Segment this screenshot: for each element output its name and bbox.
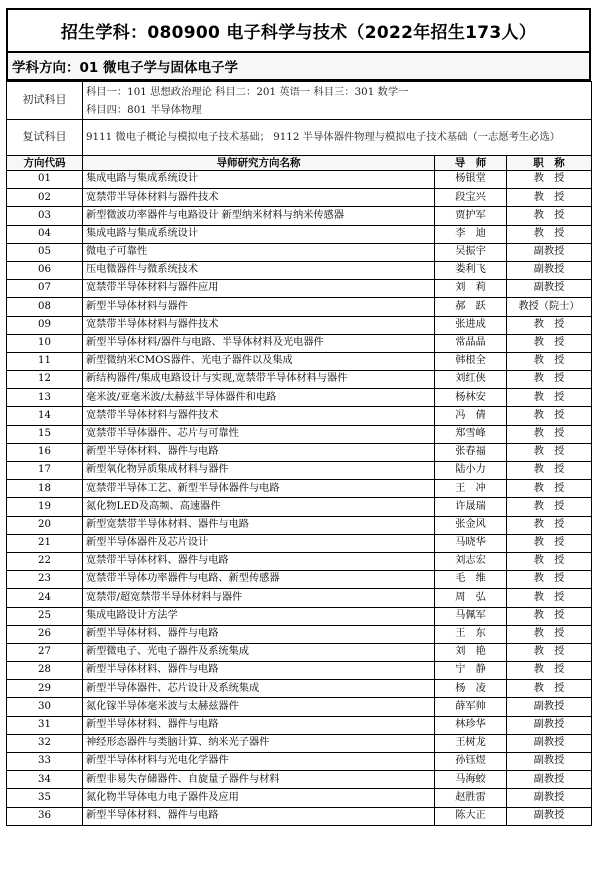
advisor-title: 教 授 — [507, 171, 592, 189]
page-title: 招生学科：080900 电子科学与技术（2022年招生173人） — [6, 8, 591, 53]
advisor-name: 宁 静 — [435, 662, 507, 680]
advisor-title: 教 授 — [507, 662, 592, 680]
research-direction-name: 新型半导体材料、器件与电路 — [83, 625, 435, 643]
advisor-title: 教 授 — [507, 625, 592, 643]
direction-code: 27 — [7, 643, 83, 661]
header-code: 方向代码 — [7, 156, 83, 171]
direction-code: 12 — [7, 371, 83, 389]
table-row — [7, 643, 592, 661]
direction-code: 28 — [7, 662, 83, 680]
advisor-name: 刘 莉 — [435, 280, 507, 298]
research-direction-name: 新型非易失存储器件、自旋量子器件与材料 — [83, 771, 435, 789]
table-row — [7, 207, 592, 225]
direction-code: 07 — [7, 280, 83, 298]
table-row — [7, 389, 592, 407]
advisor-title: 教授（院士） — [507, 298, 592, 316]
research-direction-name: 氮化物LED及高频、高速器件 — [83, 498, 435, 516]
advisor-title: 教 授 — [507, 443, 592, 461]
table-row — [7, 225, 592, 243]
advisor-name: 刘红侠 — [435, 371, 507, 389]
initial-exam-line-2: 科目四：801 半导体物理 — [86, 103, 202, 116]
direction-code: 22 — [7, 552, 83, 570]
table-row — [7, 298, 592, 316]
initial-exam-subjects — [83, 82, 592, 120]
research-direction-name: 新型半导体材料、器件与电路 — [83, 662, 435, 680]
advisor-title: 教 授 — [507, 407, 592, 425]
research-direction-name: 宽禁带/超宽禁带半导体材料与器件 — [83, 589, 435, 607]
advisor-name: 娄利飞 — [435, 261, 507, 279]
research-direction-name: 宽禁带半导体器件、芯片与可靠性 — [83, 425, 435, 443]
table-row — [7, 607, 592, 625]
table-row — [7, 316, 592, 334]
direction-code: 17 — [7, 462, 83, 480]
direction-code: 10 — [7, 334, 83, 352]
advisor-title: 副教授 — [507, 753, 592, 771]
direction-code: 14 — [7, 407, 83, 425]
research-direction-name: 压电微器件与微系统技术 — [83, 261, 435, 279]
research-direction-name: 宽禁带半导体材料、器件与电路 — [83, 552, 435, 570]
direction-code: 18 — [7, 480, 83, 498]
table-row — [7, 534, 592, 552]
table-row — [7, 280, 592, 298]
research-direction-name: 新型半导体材料与器件 — [83, 298, 435, 316]
advisor-title: 副教授 — [507, 243, 592, 261]
table-row — [7, 443, 592, 461]
table-row — [7, 698, 592, 716]
advisor-title: 教 授 — [507, 334, 592, 352]
table-row — [7, 716, 592, 734]
advisor-name: 王 东 — [435, 625, 507, 643]
table-row — [7, 243, 592, 261]
table-row — [7, 352, 592, 370]
initial-exam-label: 初试科目 — [7, 82, 83, 120]
direction-code: 35 — [7, 789, 83, 807]
direction-code: 24 — [7, 589, 83, 607]
research-direction-name: 新型半导体器件及芯片设计 — [83, 534, 435, 552]
table-row — [7, 771, 592, 789]
table-row — [7, 371, 592, 389]
advisor-title: 教 授 — [507, 589, 592, 607]
advisor-name: 郝 跃 — [435, 298, 507, 316]
table-row — [7, 480, 592, 498]
table-row — [7, 261, 592, 279]
advisor-title: 教 授 — [507, 352, 592, 370]
direction-code: 23 — [7, 571, 83, 589]
advisor-title: 教 授 — [507, 480, 592, 498]
research-direction-name: 宽禁带半导体材料与器件技术 — [83, 407, 435, 425]
advisor-title: 教 授 — [507, 389, 592, 407]
table-row — [7, 734, 592, 752]
direction-code: 11 — [7, 352, 83, 370]
advisor-name: 杨 凌 — [435, 680, 507, 698]
advisor-name: 刘志宏 — [435, 552, 507, 570]
advisor-name: 冯 倩 — [435, 407, 507, 425]
advisor-name: 李 迪 — [435, 225, 507, 243]
research-direction-name: 新型半导体材料、器件与电路 — [83, 443, 435, 461]
advisor-title: 副教授 — [507, 789, 592, 807]
advisor-name: 刘 艳 — [435, 643, 507, 661]
advisor-name: 薛军帅 — [435, 698, 507, 716]
direction-code: 36 — [7, 807, 83, 825]
table-row — [7, 171, 592, 189]
direction-code: 33 — [7, 753, 83, 771]
table-row — [7, 571, 592, 589]
direction-code: 20 — [7, 516, 83, 534]
advisor-title: 教 授 — [507, 534, 592, 552]
table-row — [7, 625, 592, 643]
advisor-title: 教 授 — [507, 425, 592, 443]
research-direction-name: 神经形态器件与类脑计算、纳米光子器件 — [83, 734, 435, 752]
advisor-title: 教 授 — [507, 462, 592, 480]
table-row — [7, 552, 592, 570]
advisor-title: 教 授 — [507, 516, 592, 534]
direction-code: 15 — [7, 425, 83, 443]
research-direction-name: 微电子可靠性 — [83, 243, 435, 261]
table-row — [7, 189, 592, 207]
admission-sheet — [6, 8, 591, 826]
direction-code: 09 — [7, 316, 83, 334]
direction-code: 26 — [7, 625, 83, 643]
advisor-title: 教 授 — [507, 189, 592, 207]
research-direction-name: 毫米波/亚毫米波/太赫兹半导体器件和电路 — [83, 389, 435, 407]
research-direction-name: 新型微电子、光电子器件及系统集成 — [83, 643, 435, 661]
advisor-title: 教 授 — [507, 571, 592, 589]
advisor-title: 副教授 — [507, 807, 592, 825]
advisor-title: 副教授 — [507, 734, 592, 752]
advisor-name: 段宝兴 — [435, 189, 507, 207]
advisor-title: 教 授 — [507, 225, 592, 243]
advisor-title: 教 授 — [507, 643, 592, 661]
advisor-name: 赵胜雷 — [435, 789, 507, 807]
research-direction-name: 集成电路设计方法学 — [83, 607, 435, 625]
retest-exam-label: 复试科目 — [7, 120, 83, 156]
advisor-title: 副教授 — [507, 698, 592, 716]
table-row — [7, 516, 592, 534]
advisor-title: 教 授 — [507, 680, 592, 698]
research-direction-name: 宽禁带半导体材料与器件技术 — [83, 316, 435, 334]
advisor-name: 林珍华 — [435, 716, 507, 734]
advisor-name: 张春福 — [435, 443, 507, 461]
advisor-name: 王树龙 — [435, 734, 507, 752]
retest-exam-row — [7, 120, 592, 156]
advisor-name: 孙钰煜 — [435, 753, 507, 771]
advisor-name: 毛 维 — [435, 571, 507, 589]
advisor-name: 陈大正 — [435, 807, 507, 825]
direction-code: 29 — [7, 680, 83, 698]
advisor-name: 马佩军 — [435, 607, 507, 625]
initial-exam-row — [7, 82, 592, 120]
advisor-name: 常晶晶 — [435, 334, 507, 352]
table-row — [7, 334, 592, 352]
table-header-row — [7, 156, 592, 171]
research-direction-name: 氮化物半导体电力电子器件及应用 — [83, 789, 435, 807]
advisor-name: 吴振宇 — [435, 243, 507, 261]
advisor-title: 副教授 — [507, 771, 592, 789]
header-advisor: 导 师 — [435, 156, 507, 171]
advisor-title: 教 授 — [507, 607, 592, 625]
table-row — [7, 789, 592, 807]
advisor-name: 王 冲 — [435, 480, 507, 498]
advisor-title: 教 授 — [507, 207, 592, 225]
research-direction-name: 氮化镓半导体毫米波与太赫兹器件 — [83, 698, 435, 716]
advisor-name: 许晟瑞 — [435, 498, 507, 516]
retest-exam-subjects: 9111 微电子概论与模拟电子技术基础； 9112 半导体器件物理与模拟电子技术基础（一志愿考生必选） — [83, 120, 592, 156]
advisor-name: 杨银堂 — [435, 171, 507, 189]
direction-code: 32 — [7, 734, 83, 752]
direction-code: 02 — [7, 189, 83, 207]
advisor-name: 韩根全 — [435, 352, 507, 370]
direction-code: 31 — [7, 716, 83, 734]
advisor-name: 马海蛟 — [435, 771, 507, 789]
advisor-name: 张金风 — [435, 516, 507, 534]
advisor-name: 郑雪峰 — [435, 425, 507, 443]
direction-code: 01 — [7, 171, 83, 189]
research-direction-name: 新型半导体材料/器件与电路、半导体材料及光电器件 — [83, 334, 435, 352]
advisor-title: 教 授 — [507, 498, 592, 516]
research-direction-name: 宽禁带半导体材料与器件技术 — [83, 189, 435, 207]
research-direction-name: 新型半导体材料、器件与电路 — [83, 807, 435, 825]
header-title: 职 称 — [507, 156, 592, 171]
advisor-table — [6, 81, 592, 826]
advisor-title: 副教授 — [507, 716, 592, 734]
direction-code: 19 — [7, 498, 83, 516]
direction-code: 06 — [7, 261, 83, 279]
table-row — [7, 662, 592, 680]
research-direction-name: 新型半导体材料与光电化学器件 — [83, 753, 435, 771]
table-row — [7, 589, 592, 607]
direction-code: 13 — [7, 389, 83, 407]
direction-code: 30 — [7, 698, 83, 716]
research-direction-name: 宽禁带半导体材料与器件应用 — [83, 280, 435, 298]
direction-code: 04 — [7, 225, 83, 243]
research-direction-name: 新型宽禁带半导体材料、器件与电路 — [83, 516, 435, 534]
advisor-title: 副教授 — [507, 261, 592, 279]
research-direction-name: 新结构器件/集成电路设计与实现,宽禁带半导体材料与器件 — [83, 371, 435, 389]
research-direction-name: 集成电路与集成系统设计 — [83, 225, 435, 243]
research-direction-name: 新型半导体材料、器件与电路 — [83, 716, 435, 734]
advisor-name: 张进成 — [435, 316, 507, 334]
direction-code: 05 — [7, 243, 83, 261]
direction-code: 08 — [7, 298, 83, 316]
research-direction-name: 宽禁带半导体功率器件与电路、新型传感器 — [83, 571, 435, 589]
direction-code: 16 — [7, 443, 83, 461]
research-direction-name: 新型微波功率器件与电路设计 新型纳米材料与纳米传感器 — [83, 207, 435, 225]
table-row — [7, 425, 592, 443]
direction-code: 21 — [7, 534, 83, 552]
table-row — [7, 753, 592, 771]
advisor-name: 贾护军 — [435, 207, 507, 225]
table-row — [7, 498, 592, 516]
research-direction-name: 宽禁带半导体工艺、新型半导体器件与电路 — [83, 480, 435, 498]
advisor-title: 教 授 — [507, 552, 592, 570]
advisor-name: 周 弘 — [435, 589, 507, 607]
research-direction-name: 新型微纳米CMOS器件、光电子器件以及集成 — [83, 352, 435, 370]
advisor-name: 马晓华 — [435, 534, 507, 552]
direction-code: 03 — [7, 207, 83, 225]
table-row — [7, 680, 592, 698]
direction-code: 34 — [7, 771, 83, 789]
table-row — [7, 462, 592, 480]
advisor-title: 教 授 — [507, 371, 592, 389]
advisor-title: 副教授 — [507, 280, 592, 298]
direction-heading: 学科方向：01 微电子学与固体电子学 — [6, 53, 591, 81]
research-direction-name: 集成电路与集成系统设计 — [83, 171, 435, 189]
initial-exam-line-1: 科目一：101 思想政治理论 科目二：201 英语一 科目三：301 数学一 — [86, 85, 409, 98]
research-direction-name: 新型氧化物异质集成材料与器件 — [83, 462, 435, 480]
advisor-name: 陆小力 — [435, 462, 507, 480]
research-direction-name: 新型半导体器件、芯片设计及系统集成 — [83, 680, 435, 698]
table-row — [7, 407, 592, 425]
direction-code: 25 — [7, 607, 83, 625]
advisor-title: 教 授 — [507, 316, 592, 334]
header-research-direction: 导师研究方向名称 — [83, 156, 435, 171]
table-row — [7, 807, 592, 825]
advisor-name: 杨林安 — [435, 389, 507, 407]
